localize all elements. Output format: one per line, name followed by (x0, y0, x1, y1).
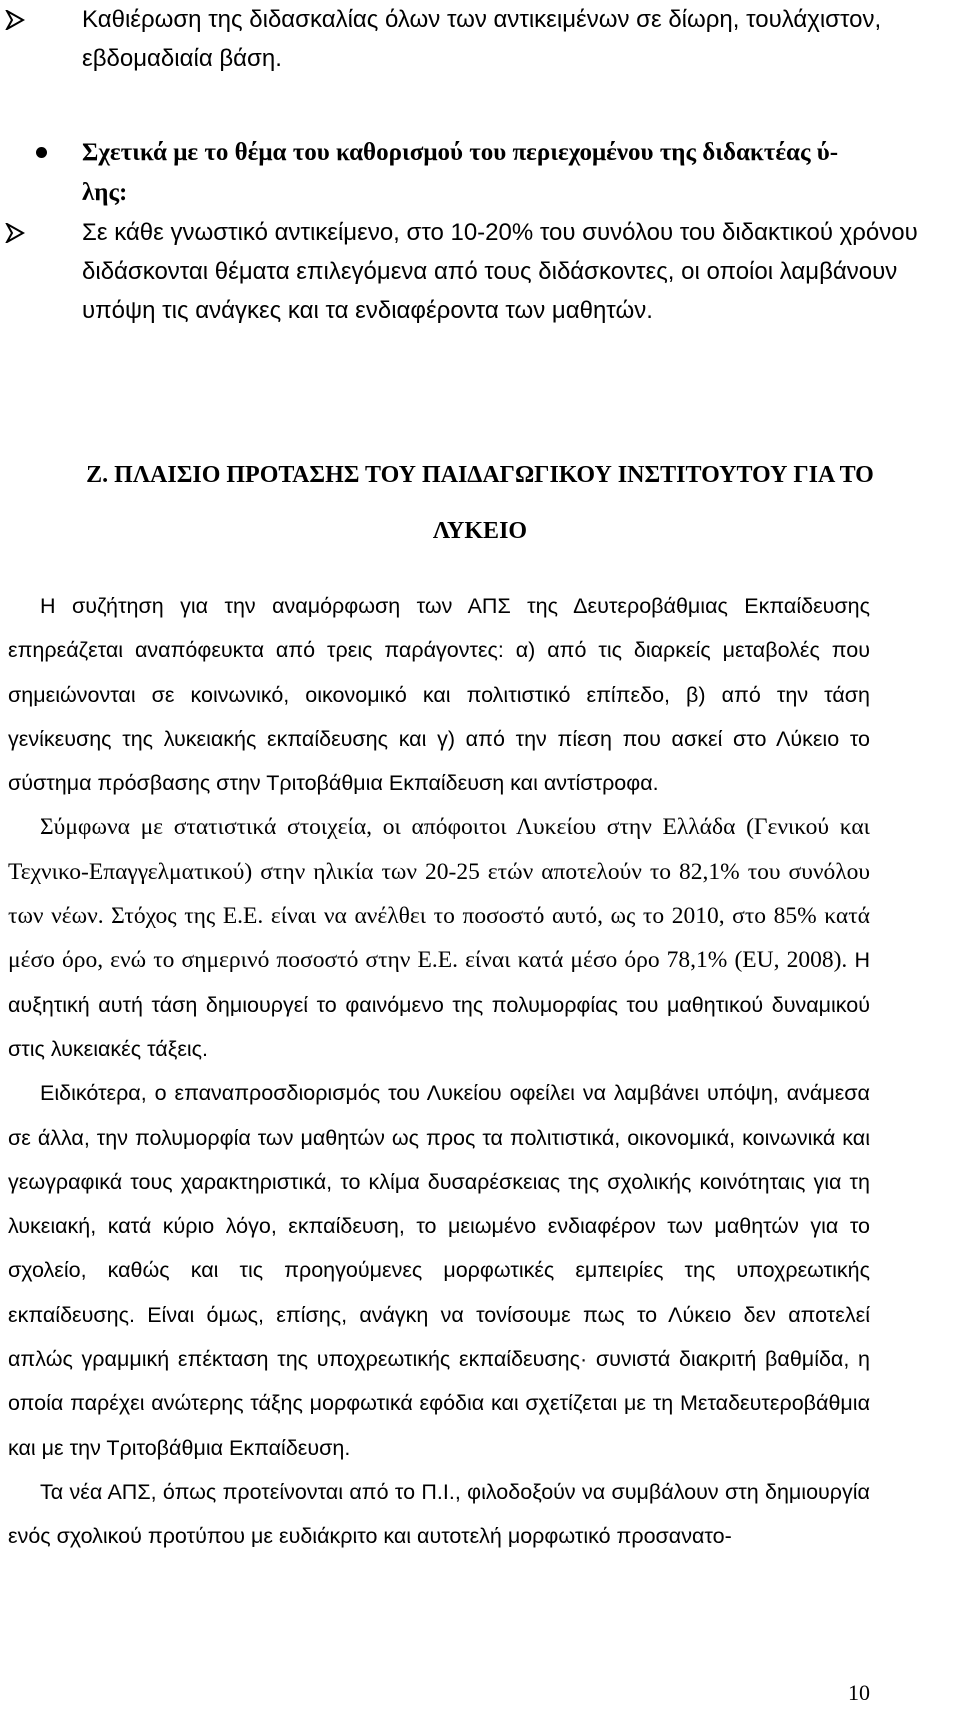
bullet-text: Σε κάθε γνωστικό αντικείμενο, στο 10-20% του συνόλου του διδακτικού χρόνου διδάσκονται θέματα επιλεγόμενα από τους διδάσκοντες, οι οποίοι λαμβάνουν υπόψη τις ανάγκες και τα ενδιαφέροντα των μαθητών. (82, 219, 918, 324)
bullet-heading: Σχετικά με το θέμα του καθορισμού του περιεχομένου της διδακτέας ύ-λης: (82, 139, 839, 206)
dot-bullet-item (0, 133, 872, 213)
body-text (8, 584, 870, 1559)
arrow-bullet-icon (0, 213, 82, 252)
paragraph: Η συζήτηση για την αναμόρφωση των ΑΠΣ της Δευτεροβάθμιας Εκπαίδευσης επηρεάζεται αναπόφευκτα από τρεις παράγοντες: α) από τις διαρκείς μεταβολές που σημειώνονται σε κοινωνικό, οικονομικό και πολιτιστικό επίπεδο, β) από την τάση γενίκευσης της λυκειακής εκπαίδευσης και γ) από την πίεση που ασκεί στο Λύκειο το σύστημα πρόσβασης στην Τριτοβάθμια Εκπαίδευση και αντίστροφα. (8, 594, 870, 796)
section-title-line: Ζ. ΠΛΑΙΣΙΟ ΠΡΟΤΑΣΗΣ ΤΟΥ ΠΑΙΔΑΓΩΓΙΚΟΥ ΙΝΣΤΙΤΟΥΤΟΥ ΓΙΑ ΤΟ (86, 462, 874, 488)
paragraph (8, 805, 870, 1071)
bullet-text: Καθιέρωση της διδασκαλίας όλων των αντικειμένων σε δίωρη, τουλάχιστον, εβδομαδιαία βάση. (82, 6, 882, 72)
paragraph-serif-run: Σύμφωνα με στατιστικά στοιχεία, οι απόφοιτοι Λυκείου στην Ελλάδα (Γενικού και Τεχνικο-Επαγγελματικού) στην ηλικία των 20-25 ετών αποτελούν το 82,1% του συνόλου των νέων. Στόχος της Ε.Ε. είναι να ανέλθει το ποσοστό αυτό, ως το 2010, στο 85% κατά μέσο όρο, ενώ το σημερινό ποσοστό στην Ε.Ε. είναι κατά μέσο όρο 78,1% (EU, 2008). (8, 814, 870, 974)
page-number: 10 (848, 1680, 870, 1705)
arrow-bullet-icon (0, 0, 82, 39)
section-title-line: ΛΥΚΕΙΟ (432, 518, 528, 544)
dot-bullet-icon (0, 133, 82, 173)
paragraph: Ειδικότερα, ο επαναπροσδιορισμός του Λυκείου οφείλει να λαμβάνει υπόψη, ανάμεσα σε άλλα, την πολυμορφία των μαθητών ως προς τα πολιτιστικά, οικονομικά, κοινωνικά και γεωγραφικά τους χαρακτηριστικά, το κλίμα δυσαρέσκειας της σχολικής κοινότηταις για τη λυκειακή, κατά κύριο λόγο, εκπαίδευση, το μειωμένο ενδιαφέρον των μαθητών για το σχολείο, καθώς και τις προηγούμενες μορφωτικές εμπειρίες της υποχρεωτικής εκπαίδευσης. Είναι όμως, επίσης, ανάγκη να τονίσουμε πως το Λύκειο δεν αποτελεί απλώς γραμμική επέκταση της υποχρεωτικής εκπαίδευσης· συνιστά διακριτή βαθμίδα, η οποία παρέχει ανώτερης τάξης μορφωτικά εφόδια και σχετίζεται με τη Μεταδευτεροβάθμια και με την Τριτοβάθμια Εκπαίδευση. (8, 1081, 870, 1460)
arrow-bullet-item (0, 0, 942, 78)
paragraph: Τα νέα ΑΠΣ, όπως προτείνονται από το Π.Ι., φιλοδοξούν να συμβάλουν στη δημιουργία ενός σχολικού προτύπου με ευδιάκριτο και αυτοτελή μορφωτικό προσανατο- (8, 1479, 870, 1549)
section-title (0, 447, 960, 559)
paragraph-sans-run: Η αυξητική αυτή τάση δημιουργεί το φαινόμενο της πολυμορφίας του μαθητικού δυναμικού στις λυκειακές τάξεις. (8, 948, 870, 1061)
arrow-bullet-item (0, 213, 942, 330)
